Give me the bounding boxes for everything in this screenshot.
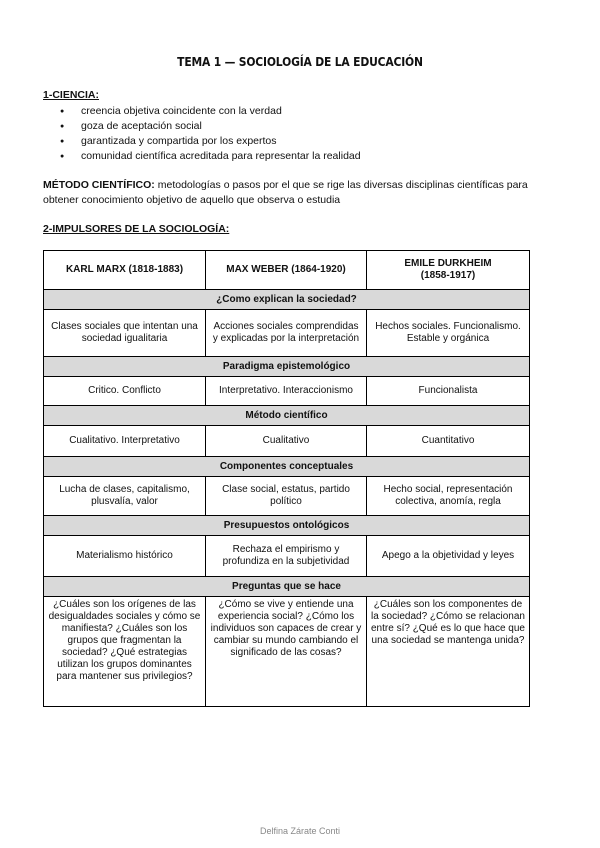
table-cell: Clase social, estatus, partido político bbox=[206, 477, 367, 516]
section-header: ¿Como explican la sociedad? bbox=[44, 290, 530, 310]
table-cell: Critico. Conflicto bbox=[44, 377, 206, 406]
metodo-paragraph bbox=[43, 178, 558, 207]
table-header-row bbox=[44, 251, 530, 290]
section-header: Componentes conceptuales bbox=[44, 457, 530, 477]
column-header-weber: MAX WEBER (1864-1920) bbox=[206, 251, 367, 290]
table-cell: ¿Cómo se vive y entiende una experiencia social? ¿Cómo los individuos son capaces de crear y cambiar su mundo cambiando el significado de las cosas? bbox=[206, 597, 367, 707]
section-header-row bbox=[44, 357, 530, 377]
table-cell: Apego a la objetividad y leyes bbox=[367, 536, 530, 577]
list-item: ● goza de aceptación social bbox=[43, 119, 361, 134]
list-item: ● comunidad científica acreditada para representar la realidad bbox=[43, 149, 361, 164]
table-row bbox=[44, 597, 530, 707]
table-cell: ¿Cuáles son los orígenes de las desigualdades sociales y cómo se manifiesta? ¿Cuáles son los grupos que fragmentan la sociedad? ¿Qué estrategias utilizan los grupos dominantes para mantener sus privilegios? bbox=[44, 597, 206, 707]
document-title: TEMA 1 — SOCIOLOGÍA DE LA EDUCACIÓN bbox=[177, 54, 423, 69]
table-cell: Cualitativo. Interpretativo bbox=[44, 426, 206, 457]
section-heading-impulsores: 2-IMPULSORES DE LA SOCIOLOGÍA: bbox=[43, 223, 230, 235]
section-header-row bbox=[44, 577, 530, 597]
table-row bbox=[44, 377, 530, 406]
table-cell: Hechos sociales. Funcionalismo. Estable y orgánica bbox=[367, 310, 530, 357]
section-header: Método científico bbox=[44, 406, 530, 426]
list-item: ● creencia objetiva coincidente con la verdad bbox=[43, 104, 361, 119]
section-heading-ciencia: 1-CIENCIA: bbox=[43, 89, 100, 101]
metodo-term: MÉTODO CIENTÍFICO: bbox=[43, 179, 155, 191]
table-cell: Rechaza el empirismo y profundiza en la subjetividad bbox=[206, 536, 367, 577]
table-cell: Lucha de clases, capitalismo, plusvalía, valor bbox=[44, 477, 206, 516]
table-row bbox=[44, 477, 530, 516]
table-cell: Interpretativo. Interaccionismo bbox=[206, 377, 367, 406]
table-cell: Clases sociales que intentan una sociedad igualitaria bbox=[44, 310, 206, 357]
column-header-durkheim: EMILE DURKHEIM (1858-1917) bbox=[367, 251, 530, 290]
table-cell: Cuantitativo bbox=[367, 426, 530, 457]
section-header: Presupuestos ontológicos bbox=[44, 516, 530, 536]
section-header-row bbox=[44, 516, 530, 536]
metodo-definition: metodologías o pasos por el que se rige las diversas disciplinas científicas para obtener conocimiento objetivo de aquello que observa o estudia bbox=[43, 179, 528, 206]
table-row bbox=[44, 310, 530, 357]
section-header-row bbox=[44, 457, 530, 477]
section-header-row bbox=[44, 290, 530, 310]
table-cell: Funcionalista bbox=[367, 377, 530, 406]
list-item: ● garantizada y compartida por los expertos bbox=[43, 134, 361, 149]
section-header: Paradigma epistemológico bbox=[44, 357, 530, 377]
section-header-row bbox=[44, 406, 530, 426]
column-header-marx: KARL MARX (1818-1883) bbox=[44, 251, 206, 290]
footer-author: Delfina Zárate Conti bbox=[259, 826, 341, 836]
ciencia-list bbox=[43, 104, 361, 164]
table-cell: ¿Cuáles son los componentes de la sociedad? ¿Cómo se relacionan entre sí? ¿Qué es lo que hace que una sociedad se mantenga unida? bbox=[367, 597, 530, 707]
table-cell: Cualitativo bbox=[206, 426, 367, 457]
table-cell: Acciones sociales comprendidas y explicadas por la interpretación bbox=[206, 310, 367, 357]
table-row bbox=[44, 536, 530, 577]
table-row bbox=[44, 426, 530, 457]
section-header: Preguntas que se hace bbox=[44, 577, 530, 597]
table-cell: Materialismo histórico bbox=[44, 536, 206, 577]
impulsores-table bbox=[43, 250, 530, 707]
table-cell: Hecho social, representación colectiva, anomía, regla bbox=[367, 477, 530, 516]
